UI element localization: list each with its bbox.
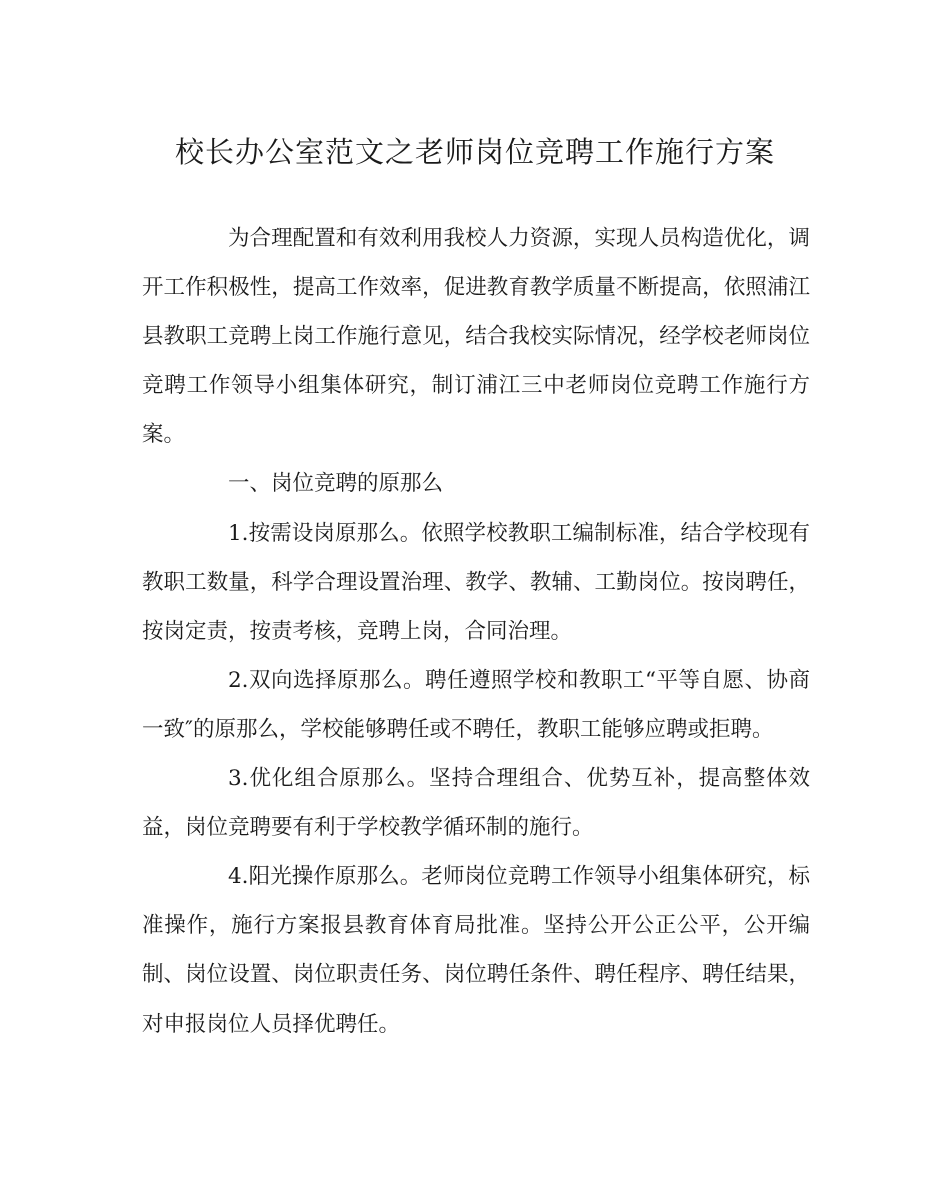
paragraph-intro: 为合理配置和有效利用我校人力资源，实现人员构造优化，调开工作积极性，提高工作效率，促进教育教学质量不断提高，依照浦江县教职工竞聘上岗工作施行意见，结合我校实际情况，经学校老师岗位竞聘工作领导小组集体研究，制订浦江三中老师岗位竞聘工作施行方案。 <box>142 226 810 448</box>
paragraph-principle-3: 3.优化组合原那么。坚持合理组合、优势互补，提高整体效益，岗位竞聘要有利于学校教学循环制的施行。 <box>142 766 810 841</box>
document-title: 校长办公室范文之老师岗位竞聘工作施行方案 <box>174 135 775 169</box>
document-body <box>142 214 810 1049</box>
paragraph-principle-4: 4.阳光操作原那么。老师岗位竞聘工作领导小组集体研究，标准操作，施行方案报县教育体育局批准。坚持公开公正公平，公开编制、岗位设置、岗位职责任务、岗位聘任条件、聘任程序、聘任结果，对申报岗位人员择优聘任。 <box>142 864 810 1037</box>
section-heading-principles: 一、岗位竞聘的原那么 <box>228 471 444 497</box>
paragraph-principle-1: 1.按需设岗原那么。依照学校教职工编制标准，结合学校现有教职工数量，科学合理设置治理、教学、教辅、工勤岗位。按岗聘任，按岗定责，按责考核，竞聘上岗，合同治理。 <box>142 520 810 644</box>
paragraph-principle-2: 2.双向选择原那么。聘任遵照学校和教职工“平等自愿、协商一致″的原那么，学校能够聘任或不聘任，教职工能够应聘或拒聘。 <box>142 667 810 742</box>
